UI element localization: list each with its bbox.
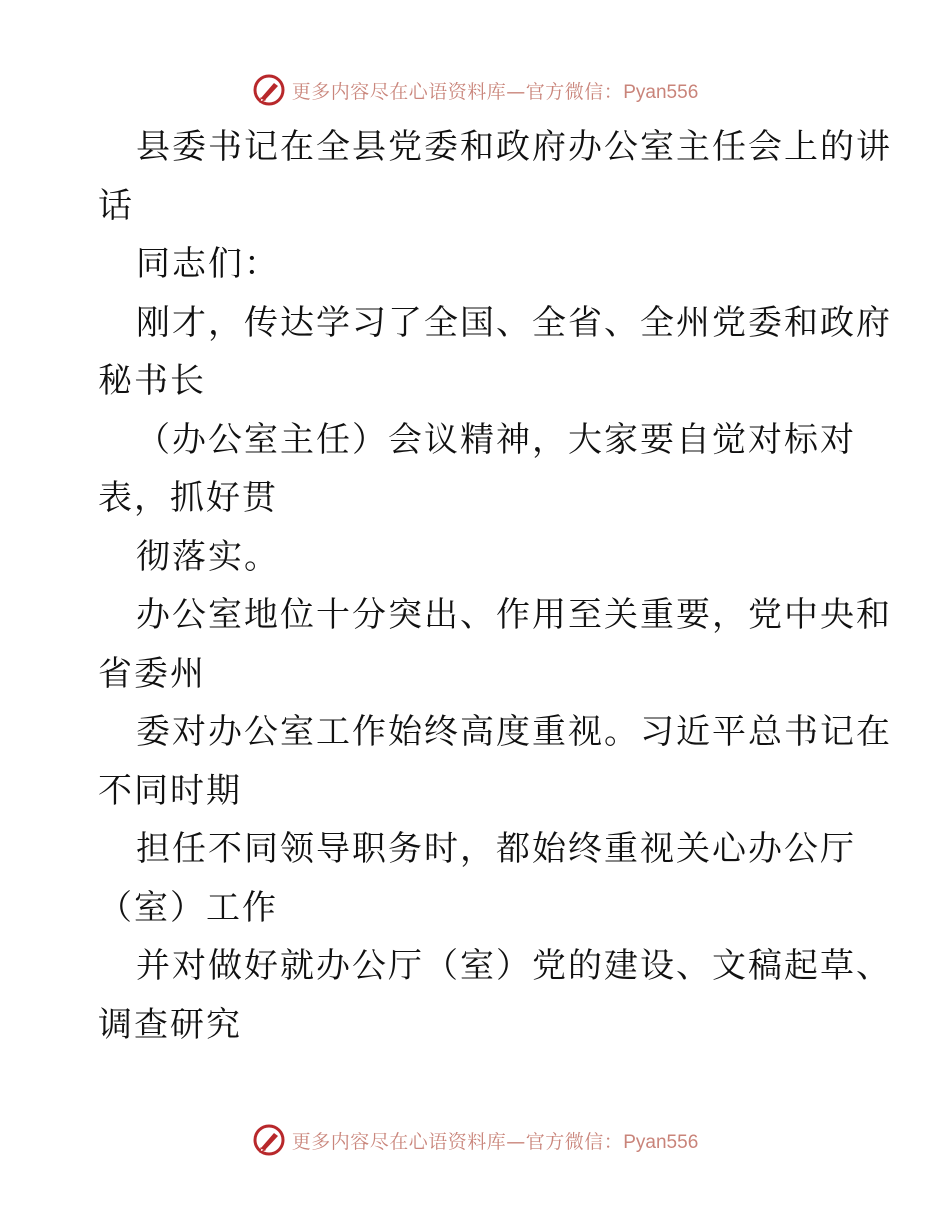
document-line: 担任不同领导职务时，都始终重视关心办公厅 <box>136 829 856 869</box>
document-line: 表，抓好贯 <box>98 478 278 518</box>
document-line: 不同时期 <box>98 770 242 811</box>
pen-logo-icon <box>252 1123 286 1157</box>
document-line: 县委书记在全县党委和政府办公室主任会上的讲 <box>136 127 892 167</box>
document-line: 委对办公室工作始终高度重视。习近平总书记在 <box>136 712 892 752</box>
watermark-text <box>292 1127 699 1154</box>
pen-logo-icon <box>252 73 286 107</box>
watermark-wechat-id: Pyan556 <box>623 81 699 103</box>
watermark-wechat-id: Pyan556 <box>623 1131 699 1153</box>
document-line: 并对做好就办公厅（室）党的建设、文稿起草、 <box>136 946 892 986</box>
document-body <box>98 118 892 1054</box>
document-line: 彻落实。 <box>136 536 280 577</box>
document-line: 同志们： <box>136 244 280 284</box>
document-line: 刚才，传达学习了全国、全省、全州党委和政府 <box>136 302 892 343</box>
document-line: 办公室地位十分突出、作用至关重要，党中央和 <box>136 595 892 635</box>
watermark-text <box>292 77 699 104</box>
document-line: （室）工作 <box>98 887 278 928</box>
footer-watermark <box>0 1120 950 1160</box>
document-line: 省委州 <box>98 653 206 694</box>
watermark-label: 更多内容尽在心语资料库—官方微信： <box>291 1130 624 1153</box>
document-line: 调查研究 <box>98 1004 242 1045</box>
header-watermark <box>0 70 950 110</box>
document-line: （办公室主任）会议精神，大家要自觉对标对 <box>136 419 856 460</box>
watermark-label: 更多内容尽在心语资料库—官方微信： <box>291 80 624 103</box>
document-line: 话 <box>98 185 134 226</box>
document-line: 秘书长 <box>98 361 206 401</box>
